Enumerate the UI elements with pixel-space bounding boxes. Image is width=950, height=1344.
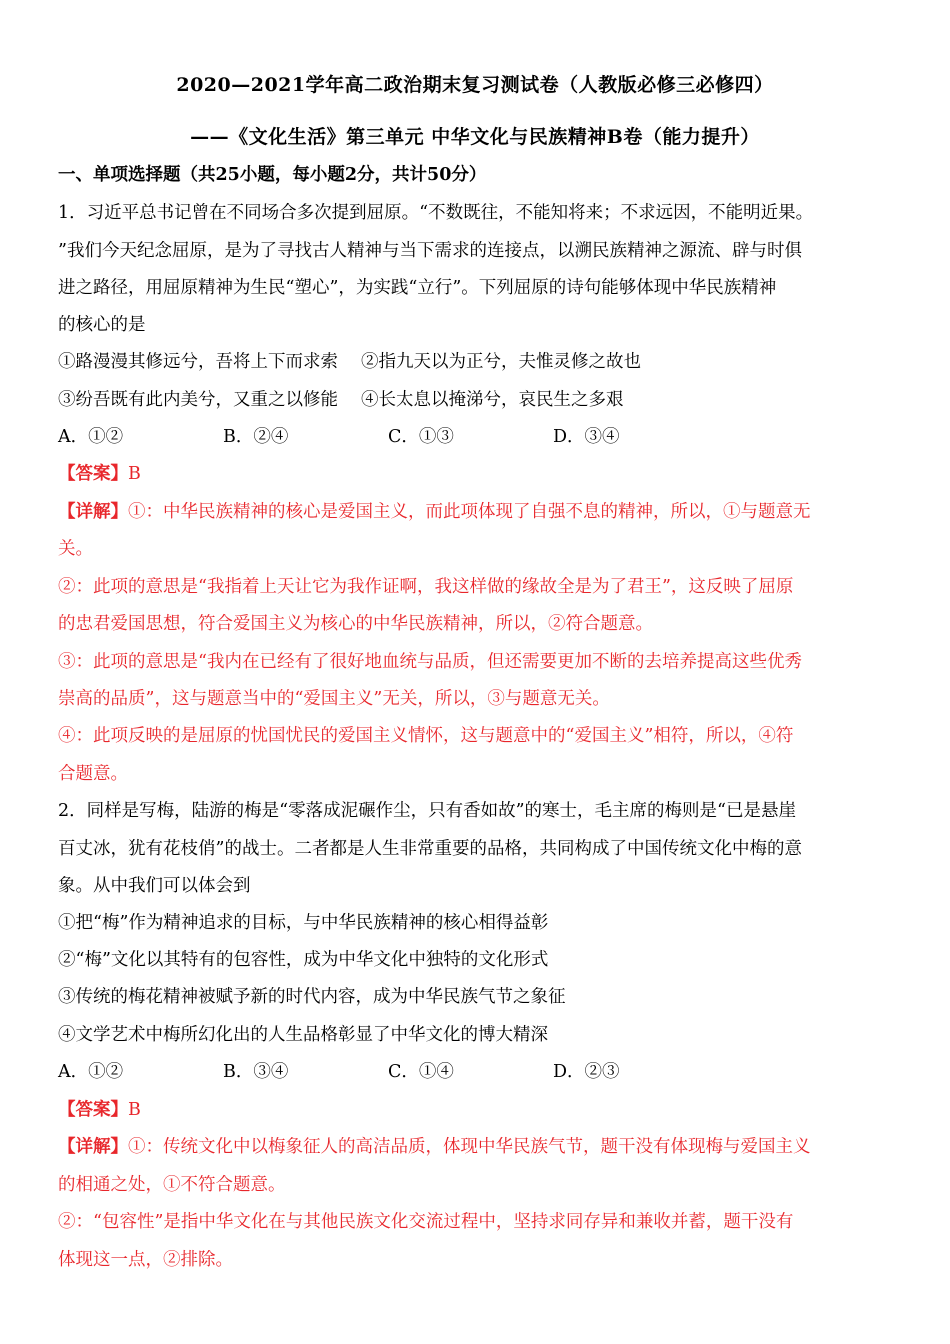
q2-option-a: A．①② — [58, 1062, 124, 1082]
doc-subtitle: ——《文化生活》第三单元 中华文化与民族精神B卷（能力提升） — [190, 126, 760, 148]
q1-statement: ①路漫漫其修远兮，吾将上下而求索 ②指九天以为正兮，夫惟灵修之故也 — [58, 352, 642, 372]
answer-value: B — [128, 1100, 141, 1120]
doc-title: 2020—2021学年高二政治期末复习测试卷（人教版必修三必修四） — [176, 74, 774, 96]
q1-option-a: A．①② — [58, 427, 124, 447]
q1-stem-line: 1．习近平总书记曾在不同场合多次提到屈原。“不数既往，不能知将来；不求远因，不能明近果。 — [58, 203, 814, 223]
q2-explanation-line: ②：“包容性”是指中华文化在与其他民族文化交流过程中，坚持求同存异和兼收并蓄，题干没有 — [58, 1212, 794, 1232]
q2-answer — [58, 1097, 898, 1123]
explanation-text: ①：中华民族精神的核心是爱国主义，而此项体现了自强不息的精神，所以，①与题意无 — [128, 502, 811, 522]
q2-option-c: C．①④ — [388, 1062, 454, 1082]
q2-stem-line: 象。从中我们可以体会到 — [58, 876, 251, 896]
q1-explanation-line: 关。 — [58, 539, 93, 559]
q2-option-b: B．③④ — [223, 1062, 289, 1082]
explain-tag: 【详解】 — [58, 1137, 128, 1157]
q1-explanation-line: ②：此项的意思是“我指着上天让它为我作证啊，我这样做的缘故全是为了君王”，这反映了屈原 — [58, 577, 794, 597]
q1-option-b: B．②④ — [223, 427, 289, 447]
answer-tag: 【答案】 — [58, 1100, 128, 1120]
explain-tag: 【详解】 — [58, 502, 128, 522]
q1-stem-line: ”我们今天纪念屈原，是为了寻找古人精神与当下需求的连接点，以溯民族精神之源流、辟与时俱 — [58, 241, 802, 261]
q1-statement: ③纷吾既有此内美兮，又重之以修能 ④长太息以掩涕兮，哀民生之多艰 — [58, 390, 624, 410]
q2-stem-line: 2．同样是写梅，陆游的梅是“零落成泥碾作尘，只有香如故”的寒士，毛主席的梅则是“已是悬崖 — [58, 801, 796, 821]
q2-explanation-line — [58, 1134, 898, 1160]
q2-statement: ②“梅”文化以其特有的包容性，成为中华文化中独特的文化形式 — [58, 950, 549, 970]
q1-option-c: C．①③ — [388, 427, 454, 447]
q2-statement: ①把“梅”作为精神追求的目标，与中华民族精神的核心相得益彰 — [58, 913, 549, 933]
answer-tag: 【答案】 — [58, 464, 128, 484]
q2-option-d: D．②③ — [553, 1062, 620, 1082]
q1-stem-line: 的核心的是 — [58, 315, 146, 335]
q2-statement: ③传统的梅花精神被赋予新的时代内容，成为中华民族气节之象征 — [58, 987, 566, 1007]
q1-stem-line: 进之路径，用屈原精神为生民“塑心”，为实践“立行”。下列屈原的诗句能够体现中华民族精神 — [58, 278, 777, 298]
q2-explanation-line: 体现这一点，②排除。 — [58, 1250, 233, 1270]
q1-explanation-line: ③：此项的意思是“我内在已经有了很好地血统与品质，但还需要更加不断的去培养提高这些优秀 — [58, 652, 802, 672]
q2-statement: ④文学艺术中梅所幻化出的人生品格彰显了中华文化的博大精深 — [58, 1025, 548, 1045]
q1-explanation-line: ④：此项反映的是屈原的忧国忧民的爱国主义情怀，这与题意中的“爱国主义”相符，所以，④符 — [58, 726, 794, 746]
q1-answer — [58, 461, 898, 487]
q2-explanation-line: 的相通之处，①不符合题意。 — [58, 1175, 286, 1195]
section-heading: 一、单项选择题（共25小题，每小题2分，共计50分） — [58, 165, 487, 185]
q1-option-d: D．③④ — [553, 427, 620, 447]
q1-explanation-line: 合题意。 — [58, 764, 128, 784]
q1-explanation-line: 崇高的品质”，这与题意当中的“爱国主义”无关，所以，③与题意无关。 — [58, 689, 610, 709]
explanation-text: ①：传统文化中以梅象征人的高洁品质，体现中华民族气节，题干没有体现梅与爱国主义 — [128, 1137, 811, 1157]
answer-value: B — [128, 464, 141, 484]
q1-explanation-line: 的忠君爱国思想，符合爱国主义为核心的中华民族精神，所以，②符合题意。 — [58, 614, 653, 634]
q1-explanation-line — [58, 499, 898, 525]
q2-stem-line: 百丈冰，犹有花枝俏”的战士。二者都是人生非常重要的品格，共同构成了中国传统文化中梅的意 — [58, 839, 802, 859]
